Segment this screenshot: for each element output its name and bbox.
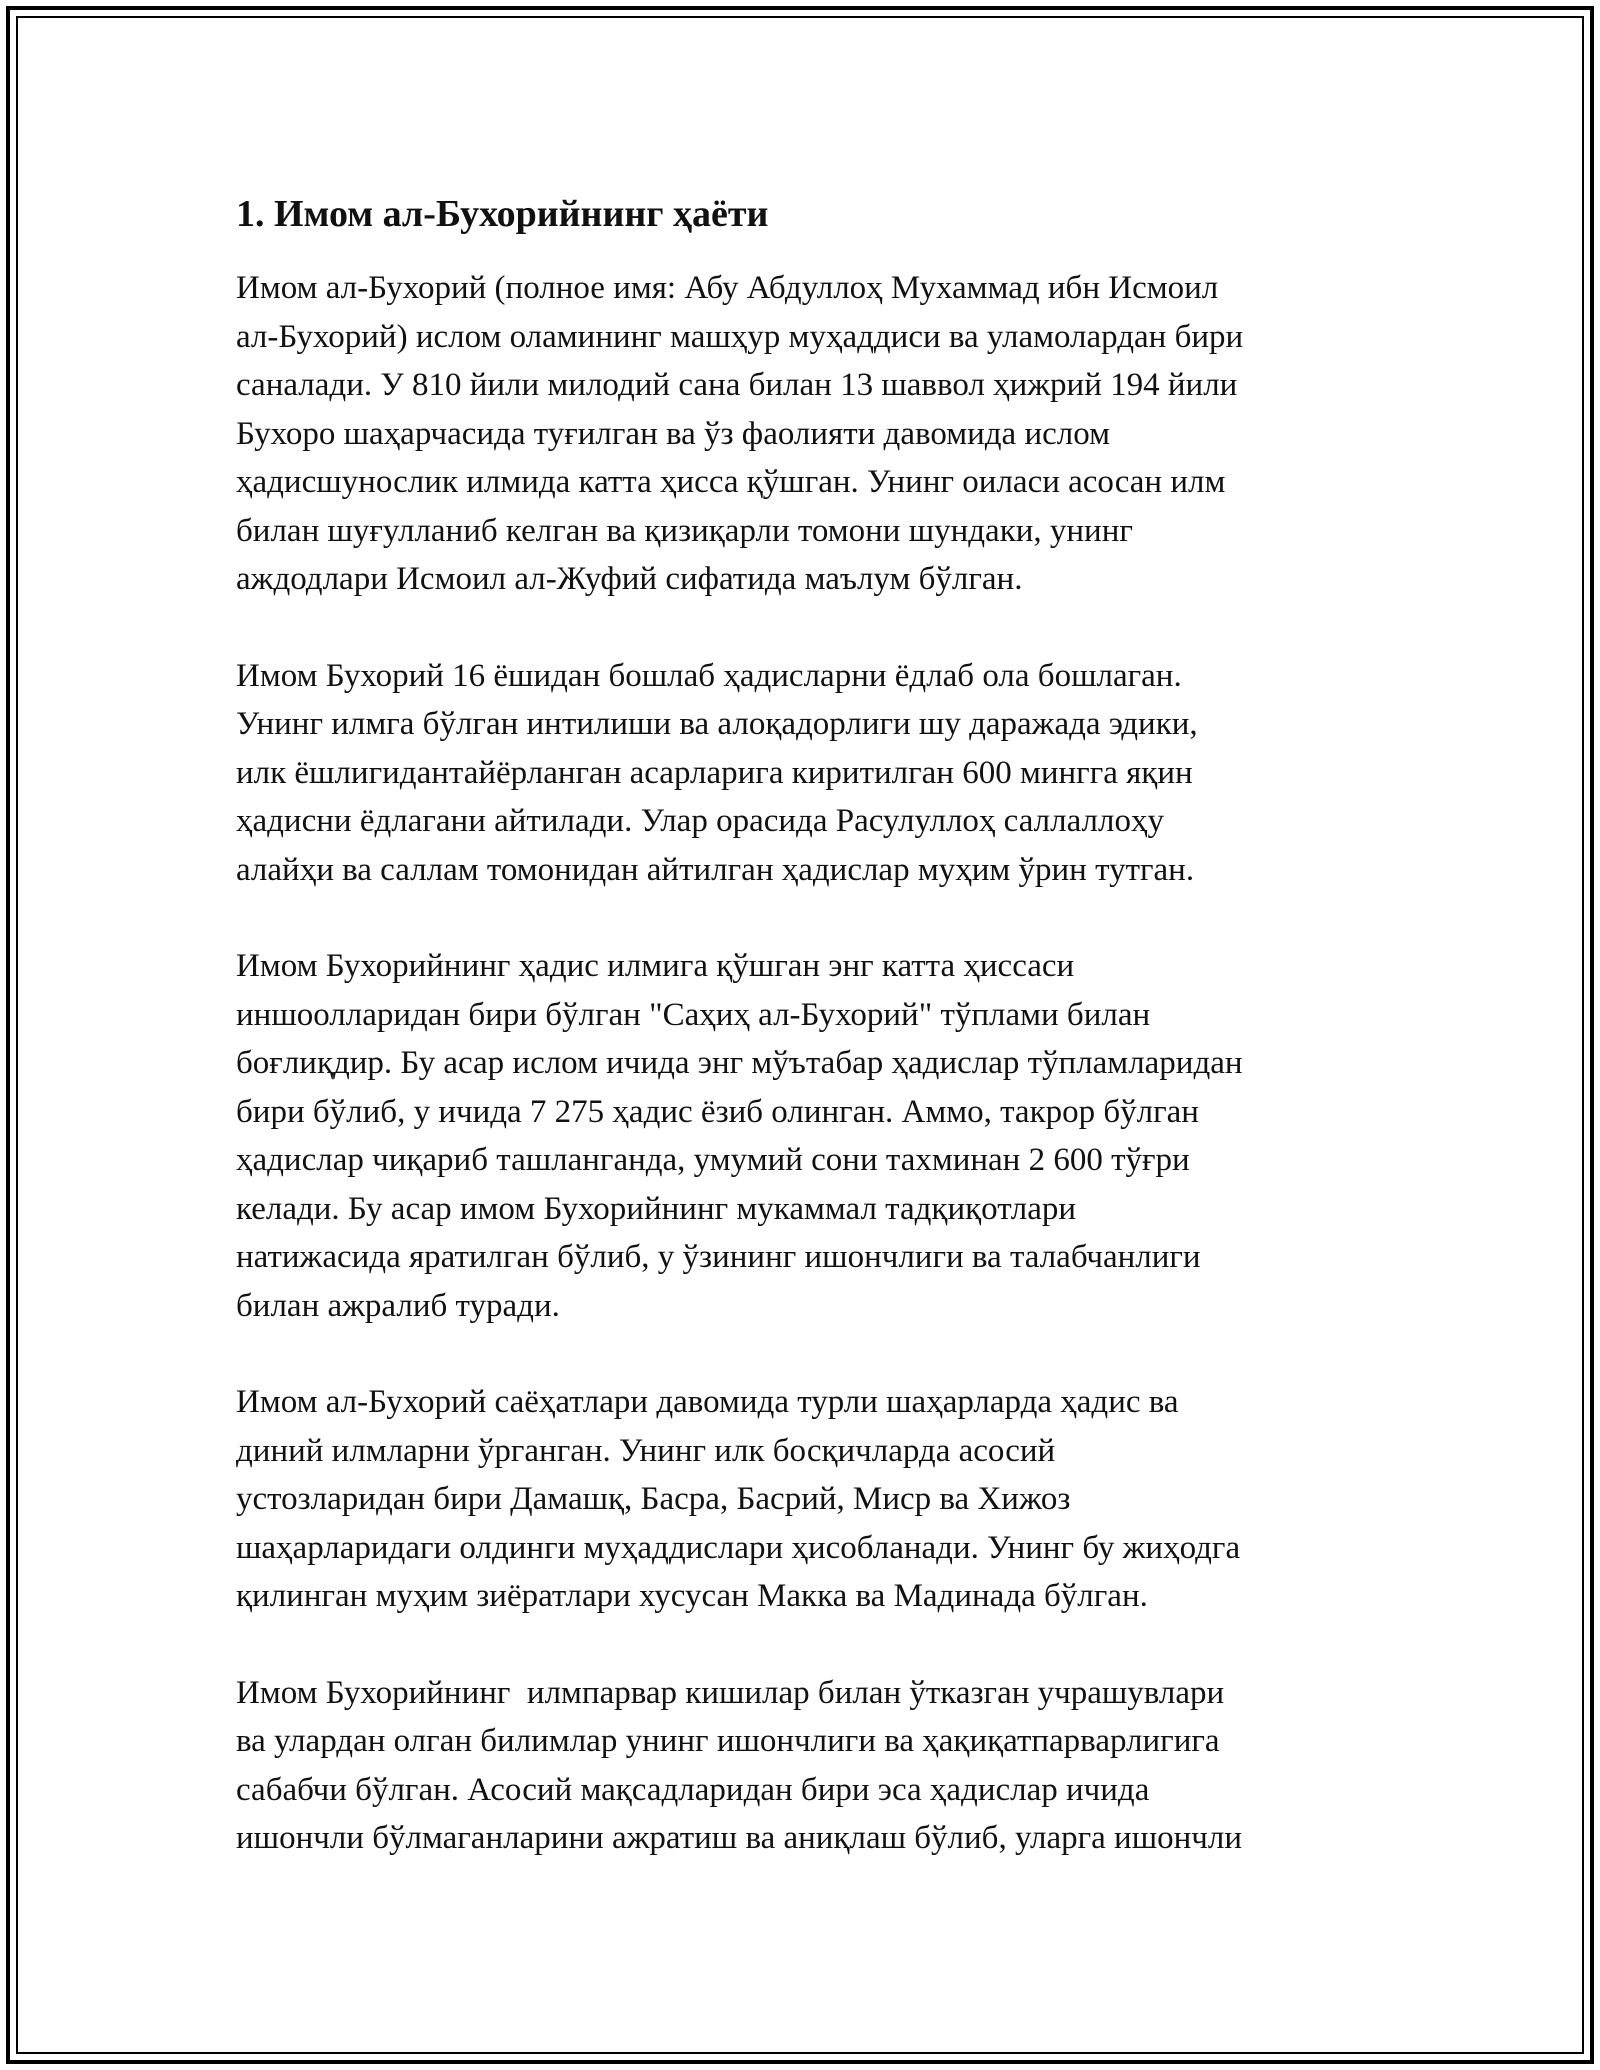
paragraph-line: ҳадисшунослик илмида катта ҳисса қўшган. Унинг оиласи асосан илм	[236, 464, 1226, 500]
paragraph-line: Имом Бухорийнинг ҳадис илмига қўшган энг катта ҳиссаси	[236, 948, 1075, 984]
paragraph-2	[236, 652, 1386, 895]
paragraph-1	[236, 264, 1386, 604]
paragraph-line: Унинг илмга бўлган интилиши ва алоқадорлиги шу даражада эдики,	[236, 706, 1198, 742]
section-heading: 1. Имом ал-Бухорийнинг ҳаёти	[236, 193, 769, 235]
paragraph-line: ҳадисни ёдлагани айтилади. Улар орасида Расулуллоҳ саллаллоҳу	[236, 803, 1164, 839]
paragraph-line: Бухоро шаҳарчасида туғилган ва ўз фаолияти давомида ислом	[236, 415, 1110, 452]
paragraph-line: бири бўлиб, у ичида 7 275 ҳадис ёзиб олинган. Аммо, такрор бўлган	[236, 1093, 1199, 1130]
paragraph-line: сабабчи бўлган. Асосий мақсадларидан бири эса ҳадислар ичида	[236, 1771, 1150, 1808]
paragraph-line: аждодлари Исмоил ал-Жуфий сифатида маълум бўлган.	[236, 561, 1023, 597]
paragraph-line: Имом ал-Бухорий (полное имя: Абу Абдуллоҳ Мухаммад ибн Исмоил	[236, 270, 1219, 306]
paragraph-line: билан шуғулланиб келган ва қизиқарли томони шундаки, унинг	[236, 512, 1133, 549]
paragraph-line: боғлиқдир. Бу асар ислом ичида энг мўътабар ҳадислар тўпламларидан	[236, 1045, 1243, 1081]
paragraph-line: устозларидан бири Дамашқ, Басра, Басрий, Миср ва Хижоз	[236, 1481, 1071, 1517]
paragraph-line: ишончли бўлмаганларини ажратиш ва аниқлаш бўлиб, уларга ишончли	[236, 1820, 1243, 1856]
paragraph-line: ҳадислар чиқариб ташланганда, умумий сони тахминан 2 600 тўғри	[236, 1142, 1190, 1178]
paragraph-line: билан ажралиб туради.	[236, 1287, 560, 1324]
paragraph-3	[236, 942, 1386, 1330]
paragraph-line: натижасида яратилган бўлиб, у ўзининг ишончлиги ва талабчанлиги	[236, 1239, 1201, 1275]
paragraph-line: ал-Бухорий) ислом оламининг машҳур муҳаддиси ва уламолардан бири	[236, 318, 1244, 355]
paragraph-line: саналади. У 810 йили милодий сана билан 13 шаввол ҳижрий 194 йили	[236, 367, 1238, 403]
paragraph-line: диний илмларни ўрганган. Унинг илк босқичларда асосий	[236, 1432, 1056, 1469]
paragraph-4	[236, 1378, 1386, 1621]
paragraph-line: алайҳи ва саллам томонидан айтилган ҳадислар муҳим ўрин тутган.	[236, 851, 1195, 888]
paragraph-line: келади. Бу асар имом Бухорийнинг мукаммал тадқиқотлари	[236, 1190, 1077, 1227]
paragraph-line: иншоолларидан бири бўлган "Саҳиҳ ал-Бухорий" тўплами билан	[236, 996, 1151, 1033]
paragraph-line: Имом Бухорий 16 ёшидан бошлаб ҳадисларни ёдлаб ола бошлаган.	[236, 657, 1182, 694]
document-body	[236, 186, 1386, 1911]
paragraph-line: Имом ал-Бухорий саёҳатлари давомида турли шаҳарларда ҳадис ва	[236, 1384, 1179, 1420]
paragraph-line: илк ёшлигидантайёрланган асарларига киритилган 600 мингга яқин	[236, 754, 1193, 791]
paragraph-line: Имом Бухорийнинг илмпарвар кишилар билан ўтказган учрашувлари	[236, 1674, 1225, 1711]
paragraph-line: ва улардан олган билимлар унинг ишончлиги ва ҳақиқатпарварлигига	[236, 1723, 1220, 1759]
paragraph-5	[236, 1669, 1386, 1863]
paragraph-line: шаҳарларидаги олдинги муҳаддислари ҳисобланади. Унинг бу жиҳодга	[236, 1529, 1241, 1566]
paragraph-line: қилинган муҳим зиёратлари хусусан Макка ва Мадинада бўлган.	[236, 1578, 1148, 1614]
